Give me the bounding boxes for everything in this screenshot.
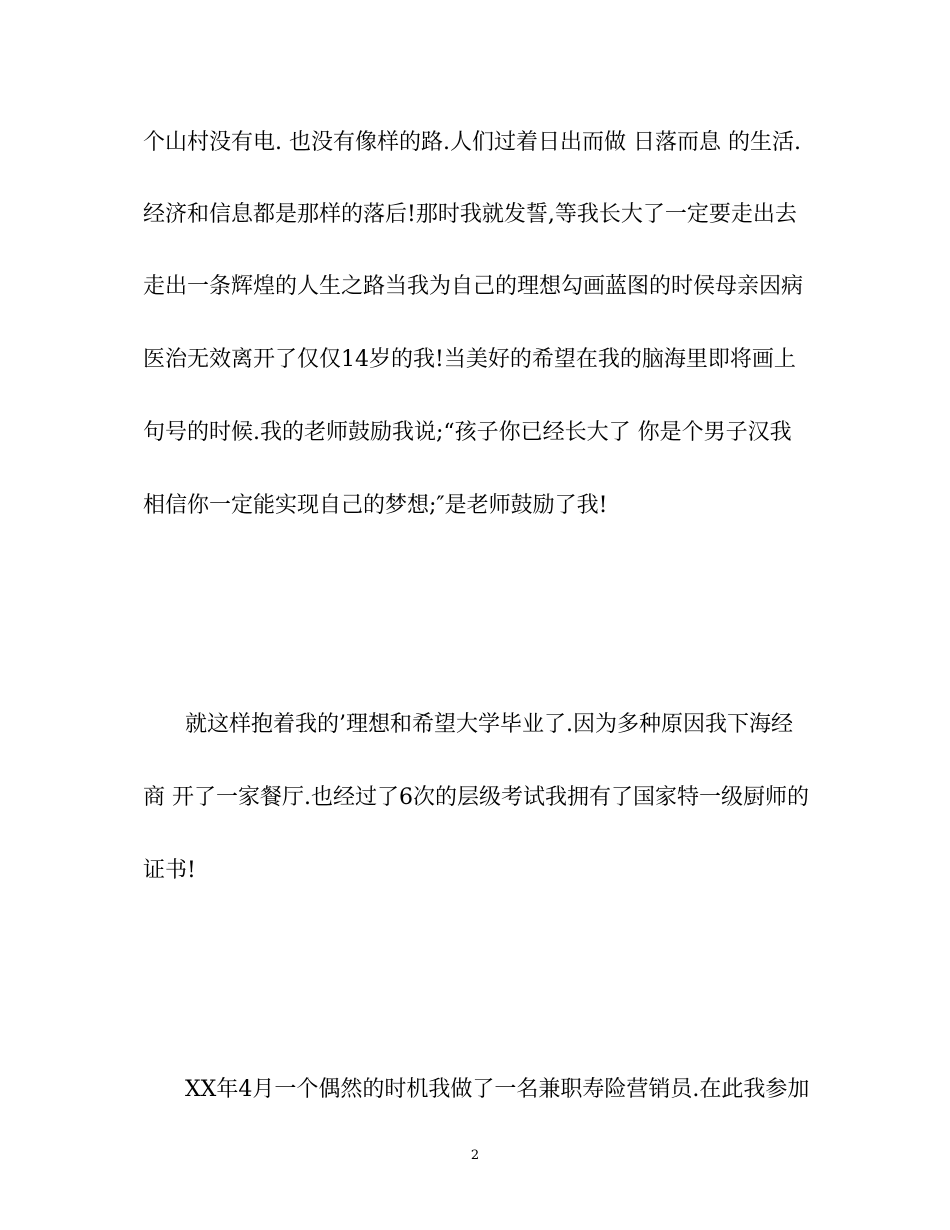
- paragraph-line: 经济和信息都是那样的落后!那时我就发誓,等我长大了一定要走出去: [143, 202, 797, 227]
- paragraph-line: 句号的时候.我的老师鼓励我说;“孩子你已经长大了 你是个男子汉我: [143, 420, 792, 445]
- paragraph-line: 个山村没有电. 也没有像样的路.人们过着日出而做 日落而息 的生活.: [143, 130, 801, 155]
- paragraph-line: 走出一条辉煌的人生之路当我为自己的理想勾画蓝图的时侯母亲因病: [143, 274, 804, 299]
- paragraph-line: 证书!: [143, 858, 196, 883]
- paragraph-line: 医治无效离开了仅仅14岁的我!当美好的希望在我的脑海里即将画上: [143, 347, 796, 372]
- paragraph-line: XX年4月一个偶然的时机我做了一名兼职寿险营销员.在此我参加: [185, 1077, 810, 1102]
- paragraph-line: 商 开了一家餐厅.也经过了6次的层级考试我拥有了国家特一级厨师的: [143, 785, 809, 810]
- page-number: 2: [470, 1148, 480, 1163]
- paragraph-line: 相信你一定能实现自己的梦想;″是老师鼓励了我!: [143, 493, 608, 518]
- paragraph-line: 就这样抱着我的’理想和希望大学毕业了.因为多种原因我下海经: [185, 712, 793, 737]
